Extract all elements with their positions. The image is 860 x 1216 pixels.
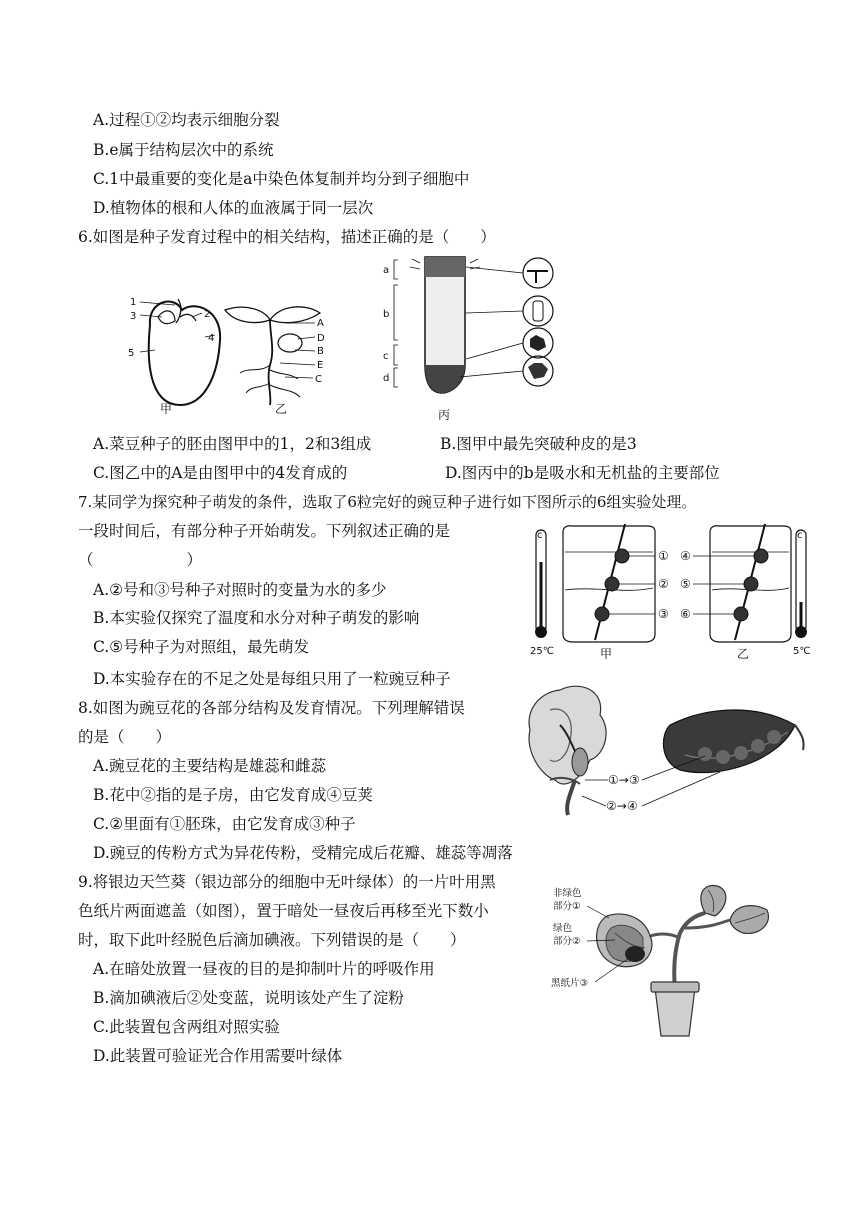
q9-stem-line2: 色纸片两面遮盖（如图），置于暗处一昼夜后再移至光下数小 xyxy=(78,902,489,920)
q5-option-b: B.e属于结构层次中的系统 xyxy=(93,141,274,159)
jia-label-5: 5 xyxy=(128,348,135,359)
yi-label-a: A xyxy=(317,318,324,329)
q9-option-a: A.在暗处放置一昼夜的目的是抑制叶片的呼吸作用 xyxy=(93,960,435,978)
q8-option-c: C.②里面有①胚珠，由它发育成③种子 xyxy=(93,815,356,833)
pea-flower-diagram xyxy=(529,686,606,815)
q7-option-d: D.本实验存在的不足之处是每组只用了一粒豌豆种子 xyxy=(93,670,451,688)
pea-pod-diagram xyxy=(663,710,803,773)
yi-label-b: B xyxy=(317,346,324,357)
q7-figure xyxy=(525,522,825,667)
q9-option-d: D.此装置可验证光合作用需要叶绿体 xyxy=(93,1047,343,1065)
q8-figure xyxy=(520,680,815,815)
q7-option-b: B.本实验仅探究了温度和水分对种子萌发的影响 xyxy=(93,609,420,627)
q8-option-a: A.豌豆花的主要结构是雄蕊和雌蕊 xyxy=(93,757,327,775)
q7-stem-line3: （ ） xyxy=(78,551,203,569)
q9-figure xyxy=(545,878,795,1048)
pea-arrow-top: ①→③ xyxy=(608,773,640,787)
q5-option-c: C.1中最重要的变化是a中染色体复制并均分到子细胞中 xyxy=(93,170,470,188)
label-nongreen-1: 非绿色 xyxy=(553,888,582,899)
q6-option-c: C.图乙中的A是由图甲中的4发育成的 xyxy=(93,464,348,482)
q9-stem-line1: 9.将银边天竺葵（银边部分的细胞中无叶绿体）的一片叶用黑 xyxy=(78,873,496,891)
seed-2: ② xyxy=(658,577,669,591)
bing-label-c: c xyxy=(383,351,389,362)
label-black-paper: 黑纸片③ xyxy=(551,978,589,989)
q5-option-a: A.过程①②均表示细胞分裂 xyxy=(93,111,280,129)
jia-caption: 甲 xyxy=(160,402,173,416)
label-green-2: 部分② xyxy=(553,936,581,947)
q6-option-d: D.图丙中的b是吸水和无机盐的主要部位 xyxy=(445,464,720,482)
seed-5: ⑤ xyxy=(680,577,691,591)
label-green-1: 绿色 xyxy=(553,923,573,934)
pea-arrow-bottom: ②→④ xyxy=(606,799,638,813)
root-tip-diagram xyxy=(383,257,553,422)
bing-label-b: b xyxy=(383,309,390,320)
q9-stem-line3: 时，取下此叶经脱色后滴加碘液。下列错误的是（ ） xyxy=(78,931,466,949)
yi-label-d: D xyxy=(317,333,325,344)
q7-option-a: A.②号和③号种子对照时的变量为水的多少 xyxy=(93,581,387,599)
yi-label-c: C xyxy=(315,374,322,385)
q7-option-c: C.⑤号种子为对照组，最先萌发 xyxy=(93,638,310,656)
q6-option-b: B.图甲中最先突破种皮的是3 xyxy=(440,435,637,453)
beaker-right-caption: 乙 xyxy=(737,647,750,661)
thermo-left-c: c xyxy=(537,530,543,541)
q8-stem-line2: 的是（ ） xyxy=(78,728,172,746)
label-nongreen-2: 部分① xyxy=(553,901,581,912)
yi-label-e: E xyxy=(317,360,324,371)
jia-label-3: 3 xyxy=(130,311,137,322)
beaker-left-caption: 甲 xyxy=(600,647,613,661)
thermometer-right xyxy=(793,530,811,657)
q7-stem-line1: 7.某同学为探究种子萌发的条件，选取了6粒完好的豌豆种子进行如下图所示的6组实验处理。 xyxy=(78,493,697,511)
seed-3: ③ xyxy=(658,607,669,621)
seed-1: ① xyxy=(658,549,669,563)
beaker-right xyxy=(680,524,791,661)
q8-stem-line1: 8.如图为豌豆花的各部分结构及发育情况。下列理解错误 xyxy=(78,699,465,717)
q6-stem: 6.如图是种子发育过程中的相关结构，描述正确的是（ ） xyxy=(78,228,496,246)
bean-seed-diagram xyxy=(128,297,220,416)
bing-label-a: a xyxy=(383,265,390,276)
jia-label-1: 1 xyxy=(130,297,137,308)
jia-label-2: 2 xyxy=(204,309,211,320)
q9-option-b: B.滴加碘液后②处变蓝，说明该处产生了淀粉 xyxy=(93,989,404,1007)
q7-stem-line2: 一段时间后，有部分种子开始萌发。下列叙述正确的是 xyxy=(78,522,451,540)
bing-label-d: d xyxy=(383,373,390,384)
seed-6: ⑥ xyxy=(680,607,691,621)
q9-option-c: C.此装置包含两组对照实验 xyxy=(93,1018,280,1036)
q8-option-d: D.豌豆的传粉方式为异花传粉，受精完成后花瓣、雄蕊等凋落 xyxy=(93,844,513,862)
q6-figure xyxy=(120,255,770,425)
seed-4: ④ xyxy=(680,549,691,563)
seedling-diagram xyxy=(225,307,325,416)
temp-right: 5℃ xyxy=(793,646,811,657)
q6-option-a: A.菜豆种子的胚由图甲中的1，2和3组成 xyxy=(93,435,372,453)
yi-caption: 乙 xyxy=(275,402,288,416)
thermo-right-c: c xyxy=(797,530,803,541)
q5-option-d: D.植物体的根和人体的血液属于同一层次 xyxy=(93,199,374,217)
bing-caption: 丙 xyxy=(438,408,451,422)
jia-label-4: 4 xyxy=(208,333,215,344)
beaker-left xyxy=(563,524,669,661)
geranium-plant-diagram xyxy=(597,885,769,1036)
thermometer-left xyxy=(530,530,554,657)
q8-option-b: B.花中②指的是子房，由它发育成④豆荚 xyxy=(93,786,373,804)
temp-left: 25℃ xyxy=(530,646,554,657)
